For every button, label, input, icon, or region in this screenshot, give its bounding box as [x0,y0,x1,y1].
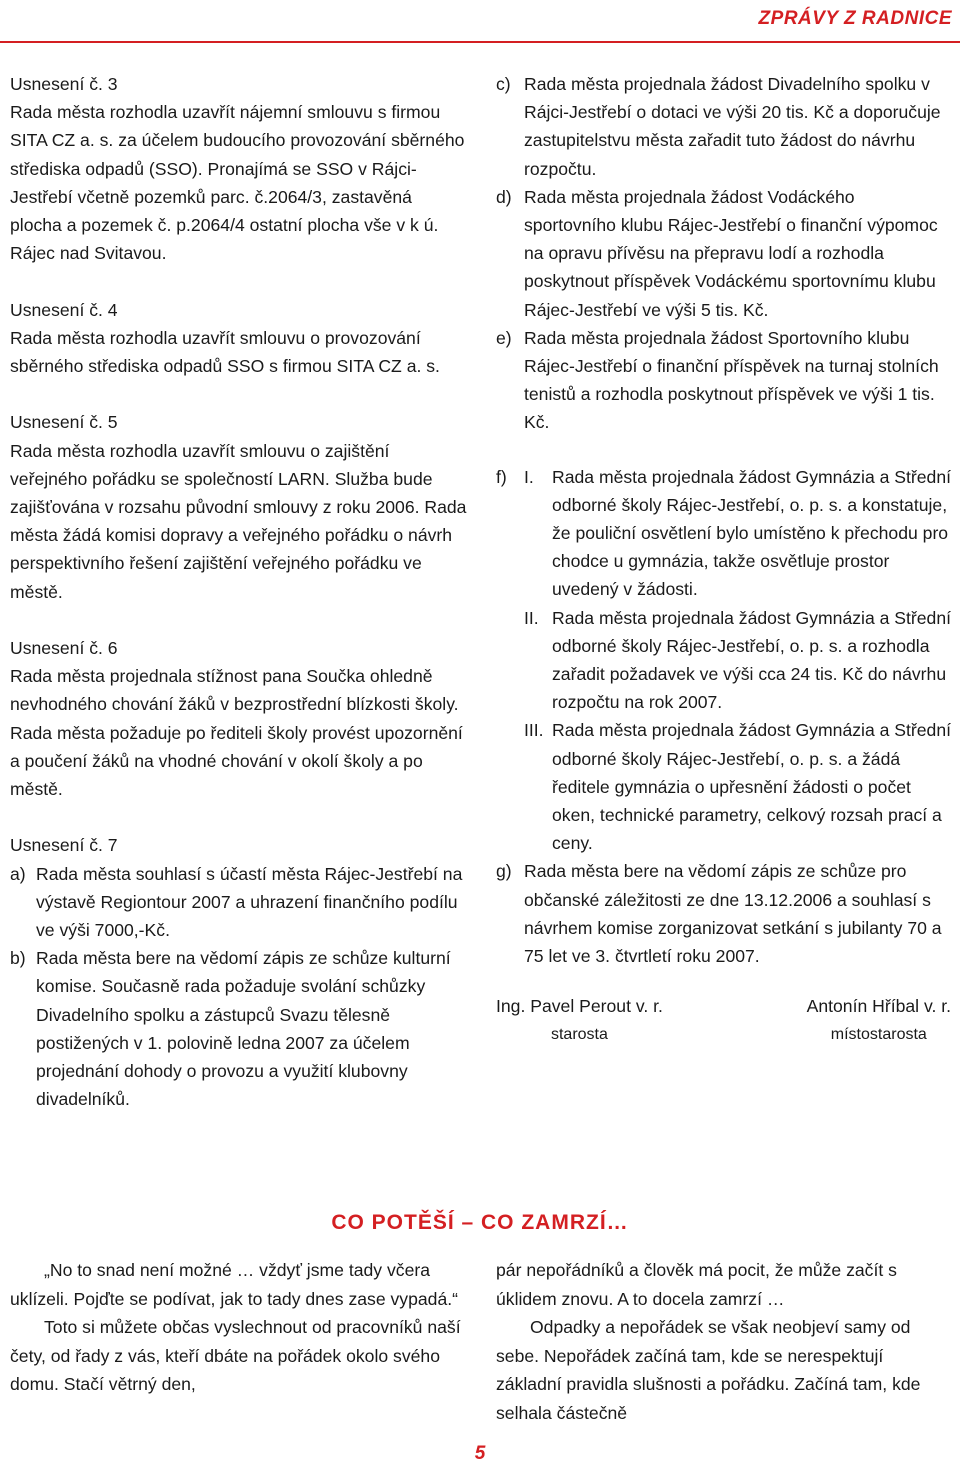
article-paragraph: Toto si můžete občas vyslechnout od pracovníků naší čety, od řady z vás, kteří dbáte na pořádek okolo svého domu. Stačí větrný den, [10,1317,461,1395]
sub-item [524,463,951,604]
page-number: 5 [474,1443,486,1464]
item-text: Rada města bere na vědomí zápis ze schůze pro občanské záležitosti ze dne 13.12.2006 a souhlasí s návrhem komise zorganizovat setkání s jubilanty 70 a 75 let ve 3. čtvrtletí roku 2007. [524,861,942,967]
item-text: Rada města projednala žádost Divadelního spolku v Rájci-Jestřebí o dotaci ve výši 20 tis. Kč a doporučuje zastupitelstvu města zařadit tuto žádost do návrhu rozpočtu. [524,74,941,179]
item-label: g) [496,861,512,882]
sub-item-label: III. [524,720,544,741]
article-paragraph: pár nepořádníků a člověk má pocit, že může začít s úklidem znovu. A to docela zamrzí … [496,1260,897,1309]
sub-item-text: Rada města projednala žádost Gymnázia a Střední odborné školy Rájec-Jestřebí, o. p. s. a konstatuje, že pouliční osvětlení bylo umístěno k přechodu pro chodce u gymnázia, takže osvětluje prostor uvedený v žádosti. [552,466,952,600]
signatures [496,992,951,1048]
left-column [10,70,468,1113]
resolution-text: Rada města rozhodla uzavřít nájemní smlouvu s firmou SITA CZ a. s. za účelem budoucího provozování sběrného střediska odpadů (SSO). Pronajímá se SSO v Rájci-Jestřebí včetně pozemků parc. č.2064/3, zastavěná plocha a pozemek č. p.2064/4 ostatní plocha vše v k ú. Rájec nad Svitavou. [10,102,465,264]
resolution-text: Rada města projednala stížnost pana Součka ohledně nevhodného chování žáků v bezprostřední blízkosti školy. Rada města požaduje po řediteli školy provést upozornění a poučení žáků na vhodné chování v okolí školy a po městě. [10,666,463,800]
item-label: c) [496,74,511,94]
resolution-7 [10,831,468,1113]
resolution-text: Rada města rozhodla uzavřít smlouvu o provozování sběrného střediska odpadů SSO s firmou SITA CZ a. s. [10,327,440,377]
article-title: CO POTĚŠÍ – CO ZAMRZÍ… [331,1211,629,1234]
resolution-title: Usnesení č. 5 [10,412,118,433]
item-label: e) [496,327,512,348]
item-label: f) [496,466,507,487]
list-item [10,860,468,945]
sub-list [524,463,951,858]
resolution-5 [10,408,468,605]
resolution-title: Usnesení č. 3 [10,74,118,94]
signature-name: Ing. Pavel Perout v. r. [496,996,663,1017]
resolution-4 [10,296,468,381]
signature-role: místostarosta [830,1025,927,1043]
sub-item [524,604,951,717]
item-text: Rada města projednala žádost Vodáckého sportovního klubu Rájec-Jestřebí o finanční výpomoc na opravu přívěsu na přepravu lodí a rozhodla poskytnout příspěvek Vodáckému sportovnímu klubu Rájec-Jestřebí ve výši 5 tis. Kč. [524,186,938,320]
resolution-6 [10,634,468,803]
sub-item-label: I. [524,466,534,487]
signature-deputy-mayor [807,992,951,1048]
article-paragraph: „No to snad není možné … vždyť jsme tady včera uklízeli. Pojďte se podívat, jak to tady dnes zase vypadá.“ [10,1260,458,1309]
right-column [496,70,951,1049]
resolution-title: Usnesení č. 7 [10,835,118,856]
item-label: b) [10,948,26,969]
section-header: ZPRÁVY Z RADNICE [758,8,952,29]
resolution-3 [10,70,468,267]
list-item [10,944,468,1113]
article-right-column [496,1256,951,1428]
signature-name: Antonín Hříbal v. r. [806,996,951,1017]
item-text: Rada města bere na vědomí zápis ze schůze kulturní komise. Současně rada požaduje svolání schůzky Divadelního spolku a zástupců Svazu tělesně postižených v 1. polovině ledna 2007 za účelem projednání dohody o provozu a využití klubovny divadelníků. [36,948,451,1110]
list-item-f [496,463,951,858]
header-rule [0,41,960,43]
resolution-title: Usnesení č. 4 [10,299,118,320]
item-text: Rada města souhlasí s účastí města Rájec-Jestřebí na výstavě Regiontour 2007 a uhrazení finančního podílu ve výši 7000,-Kč. [36,863,463,941]
list-item [496,70,951,183]
resolution-text: Rada města rozhodla uzavřít smlouvu o zajištění veřejného pořádku se společností LARN. Služba bude zajišťována v rozsahu původní smlouvy z roku 2006. Rada města žádá komisi dopravy a veřejného pořádku o návrh perspektivního řešení zajištění veřejného pořádku ve městě. [10,440,467,602]
item-label: d) [496,186,512,207]
sub-item-label: II. [524,607,539,628]
sub-item-text: Rada města projednala žádost Gymnázia a Střední odborné školy Rájec-Jestřebí, o. p. s. a žádá ředitele gymnázia o upřesnění žádosti o počet oken, technické parametry, celkový rozsah prací a ceny. [552,720,952,854]
list-item [496,324,951,437]
signature-role: starosta [550,1025,608,1043]
resolution-title: Usnesení č. 6 [10,638,118,659]
article-left-column [10,1256,466,1399]
signature-mayor [496,992,663,1048]
sub-item [524,716,951,857]
list-item [496,183,951,324]
sub-item-text: Rada města projednala žádost Gymnázia a Střední odborné školy Rájec-Jestřebí, o. p. s. a rozhodla zařadit požadavek ve výši cca 24 tis. Kč do návrhu rozpočtu na rok 2007. [552,607,952,713]
article-paragraph: Odpadky a nepořádek se však neobjeví samy od sebe. Nepořádek začíná tam, kde se nerespektují základní pravidla slušnosti a pořádku. Začíná tam, kde selhala částečně [496,1317,921,1423]
item-label: a) [10,863,26,884]
item-text: Rada města projednala žádost Sportovního klubu Rájec-Jestřebí o finanční příspěvek na turnaj stolních tenistů a rozhodla poskytnout příspěvek ve výši 1 tis. Kč. [524,327,939,433]
list-item [496,857,951,970]
